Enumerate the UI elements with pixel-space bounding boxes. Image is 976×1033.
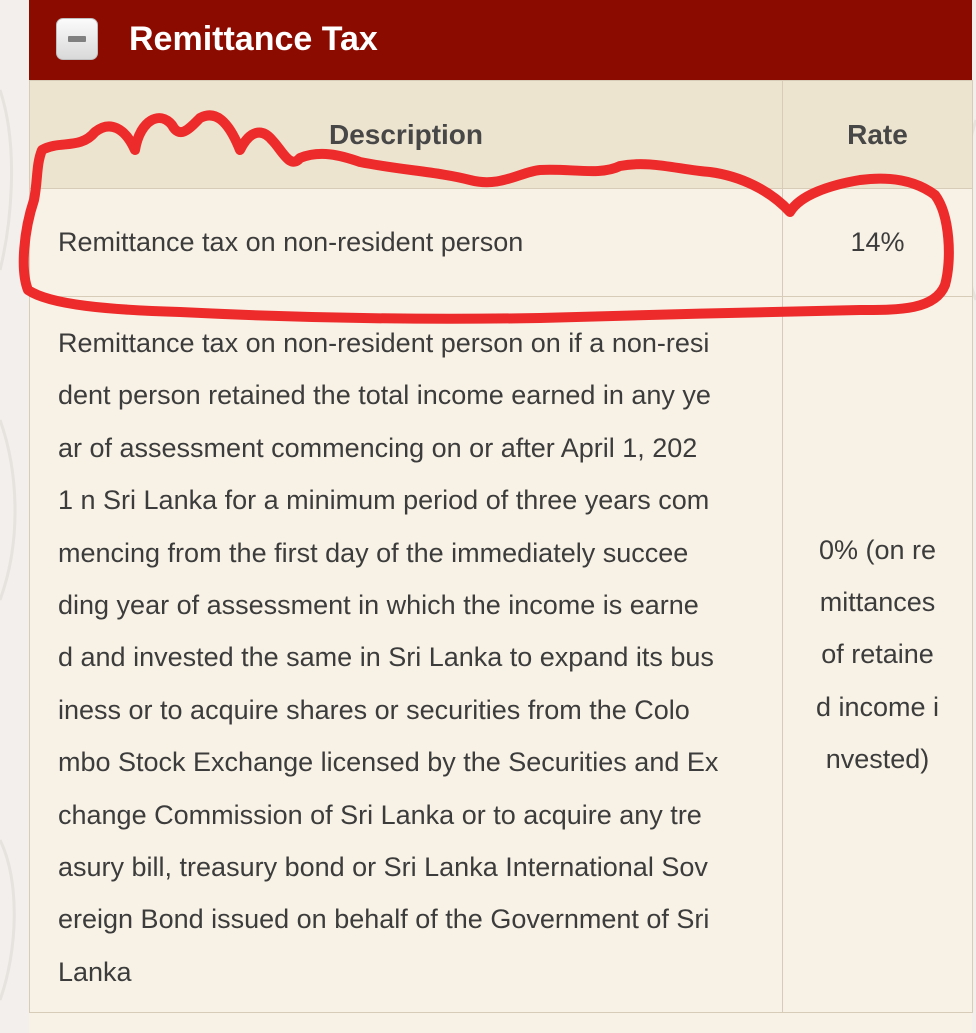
rate-line: of retaine [821,639,934,670]
rate-column-header: Rate [783,81,973,189]
remittance-tax-table [29,80,973,1013]
description-line: Remittance tax on non-resident person on if a non-resi [58,328,710,358]
panel-header[interactable] [29,0,972,80]
table-header-row [30,81,973,189]
description-line: mencing from the first day of the immediately succee [58,537,689,568]
description-line: ar of assessment commencing on or after April 1, 202 [58,432,698,463]
panel-title: Remittance Tax [129,20,378,58]
description-column-header: Description [30,81,783,189]
description-line: ding year of assessment in which the income is earne [58,590,699,621]
description-line: Remittance tax on non-resident person [58,227,524,257]
rate-line: nvested) [825,744,930,775]
collapse-button[interactable] [56,18,98,60]
description-line: dent person retained the total income earned in any ye [58,380,711,411]
rate-line: d income i [815,691,940,722]
description-line: iness or to acquire shares or securities from the Colo [58,694,690,725]
table-row [30,189,973,297]
description-line: Lanka [58,956,132,987]
rate-cell [783,297,973,1013]
rate-line: 14% [850,227,905,257]
rate-line: 0% (on re [818,534,937,565]
rate-cell [783,189,973,297]
description-line: mbo Stock Exchange licensed by the Securities and Ex [58,747,719,778]
rate-line: mittances [819,587,936,618]
table-row [30,297,973,1013]
minus-icon [68,36,86,42]
description-line: change Commission of Sri Lanka or to acquire any tre [58,799,702,830]
remittance-tax-panel [29,0,972,1033]
description-line: 1 n Sri Lanka for a minimum period of three years com [58,485,710,516]
description-line: asury bill, treasury bond or Sri Lanka International Sov [58,852,708,883]
description-line: d and invested the same in Sri Lanka to expand its bus [58,642,714,673]
description-cell [30,297,783,1013]
description-cell [30,189,783,297]
description-line: ereign Bond issued on behalf of the Government of Sri [58,904,710,935]
